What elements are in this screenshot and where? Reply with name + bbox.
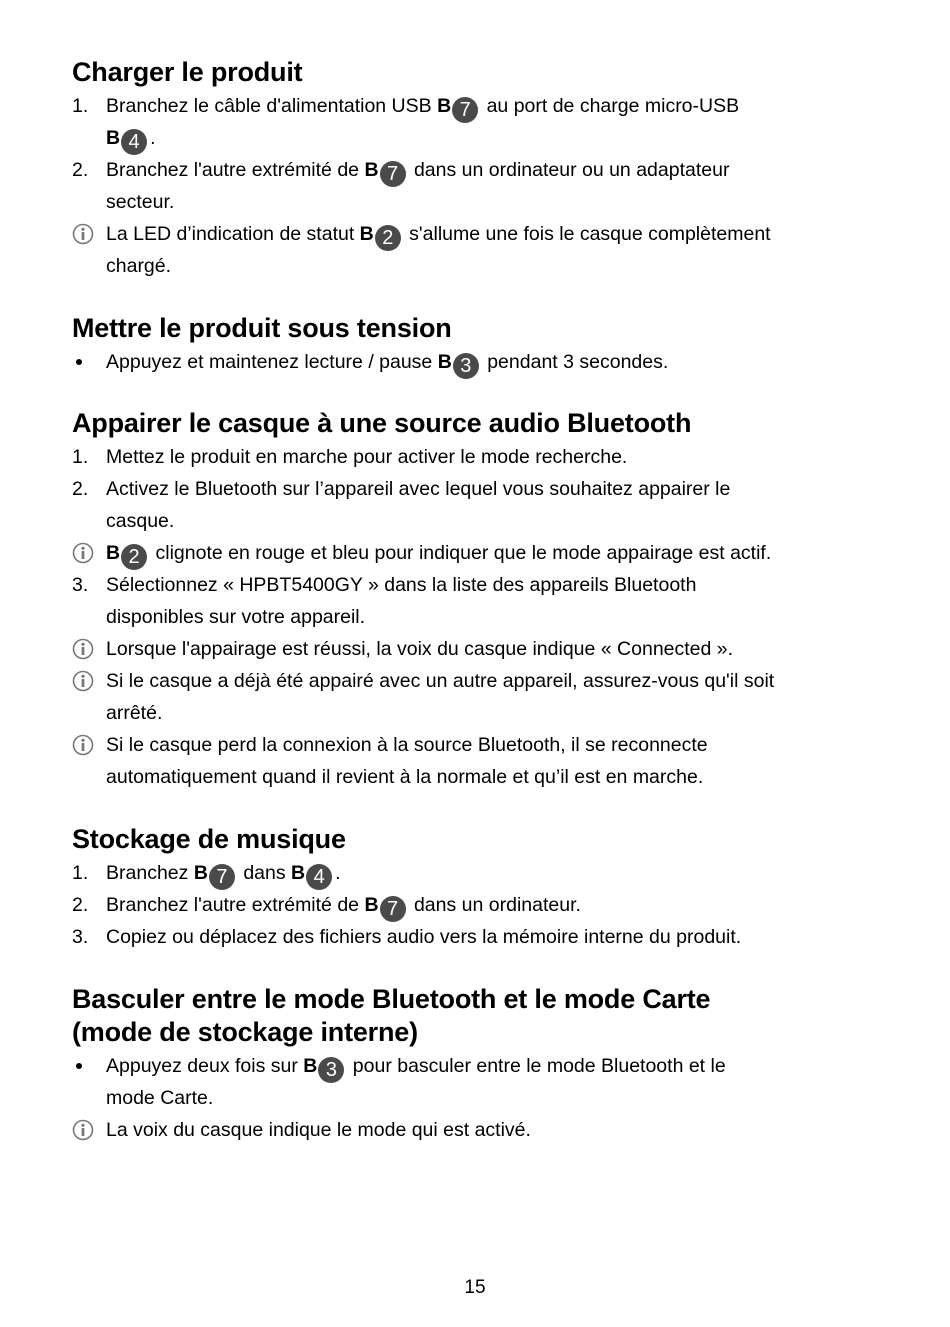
text-segment: mode Carte.: [106, 1087, 214, 1109]
part-number-badge: 7: [380, 161, 406, 187]
text-line: [106, 665, 774, 697]
text-segment: Branchez l'autre extrémité de: [106, 894, 365, 916]
reference-letter: B: [193, 862, 208, 884]
step-number: 1.: [72, 95, 89, 117]
section-title-continuation: (mode de stockage interne): [72, 1017, 418, 1047]
text-line: [106, 729, 708, 761]
info-note: [72, 729, 892, 793]
text-line: [106, 346, 668, 378]
part-number-badge: 7: [380, 896, 406, 922]
text-line: [106, 1082, 726, 1114]
text-line: [106, 441, 627, 473]
part-number-badge: 4: [121, 129, 147, 155]
step-number: 2.: [72, 478, 89, 500]
info-note: [72, 218, 892, 282]
text-segment: .: [335, 862, 341, 884]
step-number: 3.: [72, 926, 89, 948]
text-segment: Si le casque a déjà été appairé avec un autre appareil, assurez-vous qu'il soit: [106, 670, 775, 692]
reference-letter: B: [364, 159, 379, 181]
reference-letter: B: [106, 542, 121, 564]
info-icon: [72, 734, 94, 756]
text-line: [106, 697, 774, 729]
part-number-badge: 3: [318, 1057, 344, 1083]
step-number: 3.: [72, 574, 89, 596]
reference-letter: B: [359, 223, 374, 245]
reference-letter: B: [437, 351, 452, 373]
text-segment: .: [150, 127, 156, 149]
text-segment: automatiquement quand il revient à la normale et qu’il est en marche.: [106, 766, 704, 788]
step-item: [72, 90, 892, 154]
text-line: [106, 154, 729, 186]
step-item: [72, 154, 892, 218]
text-line: [106, 889, 581, 921]
step-item: [72, 857, 892, 889]
text-line: [106, 633, 733, 665]
text-segment: clignote en rouge et bleu pour indiquer que le mode appairage est actif.: [150, 542, 772, 564]
step-number: 2.: [72, 894, 89, 916]
bullet-item: [72, 1050, 892, 1114]
text-segment: La voix du casque indique le mode qui est activé.: [106, 1119, 531, 1141]
step-number: 2.: [72, 159, 89, 181]
step-item: [72, 441, 892, 473]
text-segment: pour basculer entre le mode Bluetooth et le: [347, 1055, 726, 1077]
text-segment: Branchez le câble d'alimentation USB: [106, 95, 438, 117]
section-title: Charger le produit: [72, 57, 303, 87]
step-number: 1.: [72, 446, 89, 468]
text-line: [106, 1050, 726, 1082]
info-note: [72, 1114, 892, 1146]
info-note: [72, 665, 892, 729]
section-title: Appairer le casque à une source audio Bluetooth: [72, 408, 692, 438]
text-segment: pendant 3 secondes.: [481, 351, 669, 373]
text-segment: Appuyez et maintenez lecture / pause: [106, 351, 438, 373]
text-segment: disponibles sur votre appareil.: [106, 606, 366, 628]
text-line: [106, 1114, 531, 1146]
text-segment: Copiez ou déplacez des fichiers audio vers la mémoire interne du produit.: [106, 926, 742, 948]
step-item: [72, 889, 892, 921]
page-number: 15: [464, 1277, 486, 1298]
text-line: [106, 761, 708, 793]
text-segment: s'allume une fois le casque complètement: [403, 223, 771, 245]
text-segment: Appuyez deux fois sur: [106, 1055, 304, 1077]
info-icon: [72, 542, 94, 564]
reference-letter: B: [437, 95, 452, 117]
text-segment: Si le casque perd la connexion à la source Bluetooth, il se reconnecte: [106, 734, 708, 756]
part-number-badge: 3: [453, 353, 479, 379]
section-title: Mettre le produit sous tension: [72, 313, 452, 343]
text-line: [106, 218, 771, 250]
text-segment: dans un ordinateur ou un adaptateur: [408, 159, 730, 181]
text-segment: arrêté.: [106, 702, 163, 724]
text-segment: casque.: [106, 510, 175, 532]
text-segment: dans: [237, 862, 292, 884]
text-segment: Branchez l'autre extrémité de: [106, 159, 365, 181]
reference-letter: B: [303, 1055, 318, 1077]
text-line: [106, 473, 730, 505]
text-line: [106, 857, 341, 889]
step-number: 1.: [72, 862, 89, 884]
info-icon: [72, 670, 94, 692]
part-number-badge: 2: [375, 225, 401, 251]
text-line: [106, 537, 771, 569]
text-line: [106, 90, 739, 122]
step-item: [72, 569, 892, 633]
reference-letter: B: [106, 127, 121, 149]
part-number-badge: 7: [209, 864, 235, 890]
info-note: [72, 537, 892, 569]
text-line: [106, 921, 741, 953]
text-segment: secteur.: [106, 191, 175, 213]
text-segment: chargé.: [106, 255, 172, 277]
bullet-item: [72, 346, 892, 378]
text-line: [106, 250, 771, 282]
step-item: [72, 921, 892, 953]
info-icon: [72, 638, 94, 660]
reference-letter: B: [291, 862, 306, 884]
text-segment: Mettez le produit en marche pour activer le mode recherche.: [106, 446, 628, 468]
step-item: [72, 473, 892, 537]
part-number-badge: 7: [452, 97, 478, 123]
text-segment: Activez le Bluetooth sur l’appareil avec lequel vous souhaitez appairer le: [106, 478, 731, 500]
info-icon: [72, 223, 94, 245]
part-number-badge: 2: [121, 544, 147, 570]
text-line: [106, 505, 730, 537]
section-title: Basculer entre le mode Bluetooth et le mode Carte: [72, 984, 711, 1014]
text-segment: Lorsque l'appairage est réussi, la voix du casque indique « Connected ».: [106, 638, 734, 660]
text-line: [106, 601, 696, 633]
info-note: [72, 633, 892, 665]
reference-letter: B: [364, 894, 379, 916]
text-line: [106, 569, 696, 601]
info-icon: [72, 1119, 94, 1141]
text-segment: Branchez: [106, 862, 194, 884]
text-segment: dans un ordinateur.: [408, 894, 581, 916]
part-number-badge: 4: [306, 864, 332, 890]
text-segment: La LED d’indication de statut: [106, 223, 360, 245]
text-line: [106, 122, 739, 154]
text-segment: Sélectionnez « HPBT5400GY » dans la liste des appareils Bluetooth: [106, 574, 697, 596]
section-title: Stockage de musique: [72, 824, 346, 854]
text-line: [106, 186, 729, 218]
text-segment: au port de charge micro-USB: [481, 95, 740, 117]
